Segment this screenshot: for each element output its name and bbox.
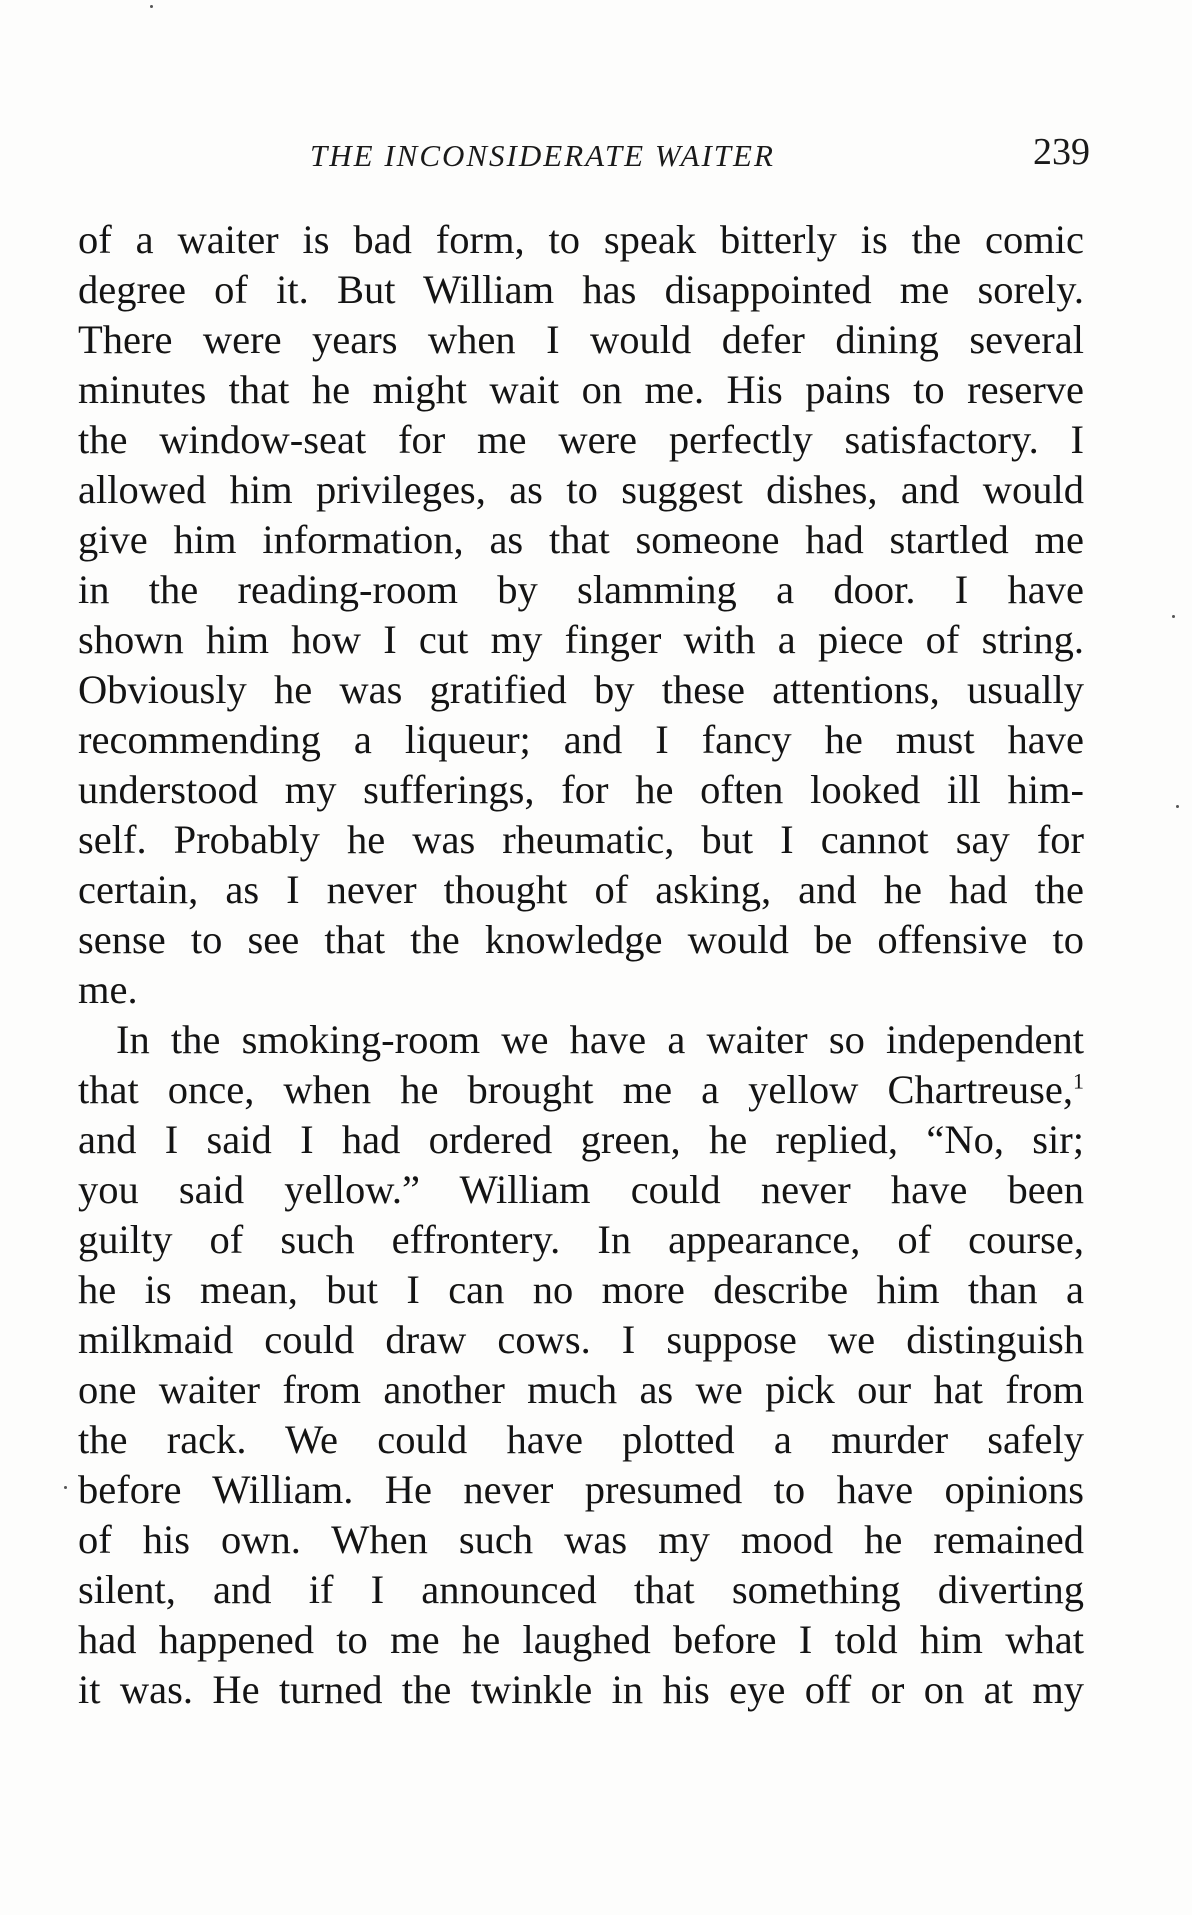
text-line: in the reading-room by slamming a door. I have <box>78 567 1084 612</box>
paper-speck <box>150 5 153 8</box>
text-line: before William. He never presumed to have opinions <box>78 1467 1084 1512</box>
text-line: silent, and if I announced that something diverting <box>78 1567 1084 1612</box>
text-line: Obviously he was gratified by these attentions, usually <box>78 667 1084 712</box>
text-line: and I said I had ordered green, he replied, “No, sir; <box>78 1117 1084 1162</box>
text-line: one waiter from another much as we pick our hat from <box>78 1367 1084 1412</box>
paragraph-2 <box>78 1015 1084 1715</box>
text-line: recommending a liqueur; and I fancy he must have <box>78 717 1084 762</box>
text-line: of a waiter is bad form, to speak bitterly is the comic <box>78 217 1084 262</box>
text-line-content: that once, when he brought me a yellow Chartreuse, <box>78 1067 1073 1112</box>
text-line: guilty of such effrontery. In appearance, of course, <box>78 1217 1084 1262</box>
body-text <box>78 215 1084 1715</box>
text-line: certain, as I never thought of asking, and he had the <box>78 867 1084 912</box>
text-line: shown him how I cut my finger with a piece of string. <box>78 617 1084 662</box>
page-header <box>80 130 1090 180</box>
text-line: minutes that he might wait on me. His pains to reserve <box>78 367 1084 412</box>
text-line: of his own. When such was my mood he remained <box>78 1517 1084 1562</box>
paragraph-1 <box>78 215 1084 1015</box>
paper-speck <box>1176 805 1179 808</box>
text-line: self. Probably he was rheumatic, but I cannot say for <box>78 817 1084 862</box>
text-line: you said yellow.” William could never have been <box>78 1167 1084 1212</box>
paper-speck <box>64 1486 67 1489</box>
text-line: he is mean, but I can no more describe him than a <box>78 1267 1084 1312</box>
text-line: the rack. We could have plotted a murder safely <box>78 1417 1084 1462</box>
page-number: 239 <box>1033 131 1090 173</box>
text-line: give him information, as that someone had startled me <box>78 517 1084 562</box>
running-title: THE INCONSIDERATE WAITER <box>310 138 775 173</box>
text-line: the window-seat for me were perfectly satisfactory. I <box>78 417 1084 462</box>
text-line: degree of it. But William has disappointed me sorely. <box>78 267 1084 312</box>
text-line: had happened to me he laughed before I told him what <box>78 1617 1084 1662</box>
text-line: it was. He turned the twinkle in his eye off or on at my <box>78 1667 1084 1712</box>
text-line: milkmaid could draw cows. I suppose we distinguish <box>78 1317 1084 1362</box>
text-line: me. <box>78 967 138 1012</box>
text-line: understood my sufferings, for he often looked ill him- <box>78 767 1084 812</box>
text-line: There were years when I would defer dining several <box>78 317 1084 362</box>
text-line-with-footnote <box>78 1065 1084 1115</box>
paper-speck <box>1172 615 1175 618</box>
footnote-marker: 1 <box>1073 1068 1084 1094</box>
text-line: allowed him privileges, as to suggest dishes, and would <box>78 467 1084 512</box>
text-line: sense to see that the knowledge would be offensive to <box>78 917 1084 962</box>
text-line: In the smoking-room we have a waiter so independent <box>116 1017 1084 1062</box>
